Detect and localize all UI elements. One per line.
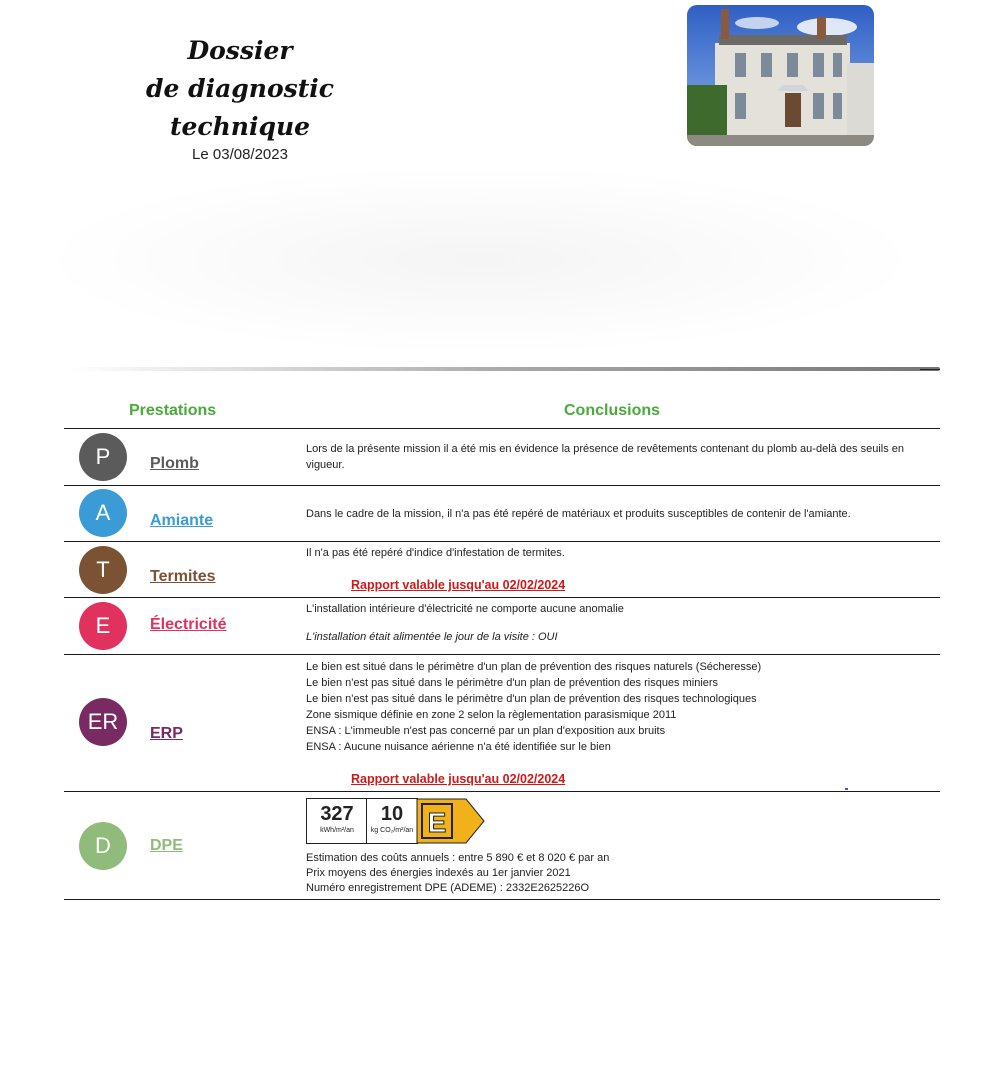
separator-line-end <box>920 369 940 370</box>
termites-text: Il n'a pas été repéré d'indice d'infestation de termites. <box>306 547 565 559</box>
dpe-badge: D <box>79 822 127 870</box>
plomb-badge: P <box>79 433 127 481</box>
house-photo <box>687 5 874 146</box>
erp-line-6: ENSA : Aucune nuisance aérienne n'a été identifiée sur le bien <box>306 741 611 753</box>
amiante-text: Dans le cadre de la mission, il n'a pas été repéré de matériaux et produits susceptibles de contenir de l'amiante. <box>306 508 851 520</box>
erp-line-3: Le bien n'est pas situé dans le périmètre d'un plan de prévention des risques technologiques <box>306 693 757 705</box>
erp-link[interactable]: ERP <box>150 725 183 742</box>
energy-value: 327 <box>320 803 354 825</box>
plomb-link[interactable]: Plomb <box>150 455 199 472</box>
electricite-conclusion <box>306 601 936 645</box>
electricite-text-2: L'installation était alimentée le jour de la visite : OUI <box>306 631 558 643</box>
dpe-line-3: Numéro enregistrement DPE (ADEME) : 2332E2625226O <box>306 882 590 894</box>
erp-validity: Rapport valable jusqu'au 02/02/2024 <box>351 772 566 786</box>
row-plomb <box>64 428 940 485</box>
energy-unit: kWh/m²/an <box>320 827 354 834</box>
row-electricite <box>64 597 940 654</box>
document-date: Le 03/08/2023 <box>192 146 288 163</box>
amiante-link[interactable]: Amiante <box>150 512 214 529</box>
plomb-conclusion <box>306 441 936 473</box>
electricite-link[interactable]: Électricité <box>150 616 227 633</box>
dpe-line-1: Estimation des coûts annuels : entre 5 890 € et 8 020 € par an <box>306 852 610 864</box>
column-header-conclusions: Conclusions <box>564 402 661 419</box>
energy-consumption-box <box>306 798 368 844</box>
plomb-text: Lors de la présente mission il a été mis en évidence la présence de revêtements contenant du plomb au-delà des seuils en vigueur. <box>306 443 905 471</box>
title-line-2: de diagnostic technique <box>146 74 334 141</box>
row-termites <box>64 541 940 597</box>
electricite-badge: E <box>79 602 127 650</box>
ghg-emission-box <box>366 798 418 844</box>
erp-line-2: Le bien n'est pas situé dans le périmètre d'un plan de prévention des risques miniers <box>306 677 719 689</box>
erp-line-4: Zone sismique définie en zone 2 selon la règlementation parasismique 2011 <box>306 709 677 721</box>
document-title <box>90 32 390 163</box>
title-line-1: Dossier <box>187 36 293 65</box>
row-dpe <box>64 791 940 900</box>
erp-badge: ER <box>79 698 127 746</box>
diagnostics-table <box>64 428 940 900</box>
termites-conclusion <box>306 545 936 561</box>
column-header-prestations: Prestations <box>129 402 217 419</box>
dpe-conclusion <box>306 851 906 896</box>
energy-class-letter: E <box>427 807 447 838</box>
erp-conclusion <box>306 659 936 755</box>
amiante-badge: A <box>79 489 127 537</box>
energy-class-arrow <box>416 798 486 844</box>
erp-line-5: ENSA : L'immeuble n'est pas concerné par un plan d'exposition aux bruits <box>306 725 666 737</box>
ghg-value: 10 <box>380 803 404 825</box>
stray-dot <box>845 788 848 790</box>
electricite-text-1: L'installation intérieure d'électricité ne comporte aucune anomalie <box>306 603 624 615</box>
erp-line-1: Le bien est situé dans le périmètre d'un plan de prévention des risques naturels (Sécheresse) <box>306 661 762 673</box>
separator-line <box>70 367 940 371</box>
termites-validity: Rapport valable jusqu'au 02/02/2024 <box>351 578 566 592</box>
dpe-line-2: Prix moyens des énergies indexés au 1er janvier 2021 <box>306 867 571 879</box>
row-amiante <box>64 485 940 541</box>
row-erp <box>64 654 940 791</box>
blurred-area <box>40 165 920 355</box>
ghg-unit: kg CO₂/m²/an <box>370 827 414 834</box>
termites-link[interactable]: Termites <box>150 568 216 585</box>
dpe-link[interactable]: DPE <box>150 837 183 854</box>
amiante-conclusion <box>306 506 936 522</box>
termites-badge: T <box>79 546 127 594</box>
